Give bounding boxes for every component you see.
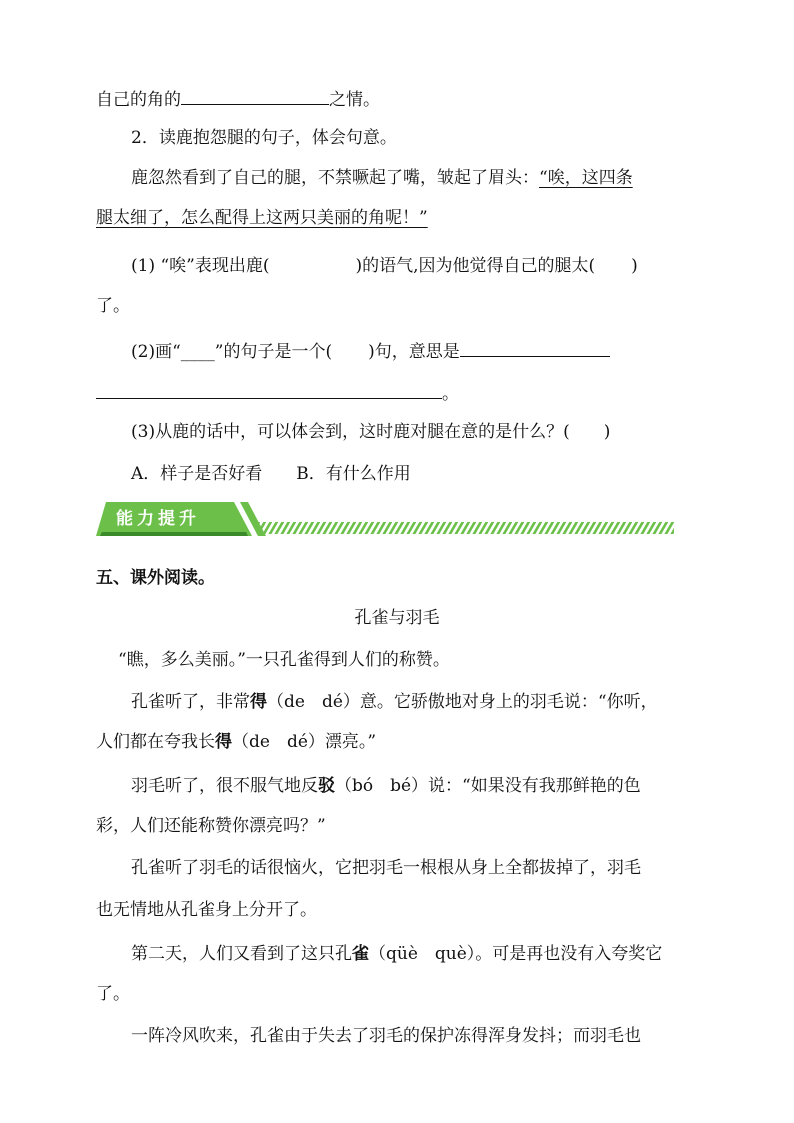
q2-sub2-line2	[96, 380, 716, 406]
story-p3-line1	[131, 774, 751, 798]
q2-sub3-text-a: (3)从鹿的话中，可以体会到，这时鹿对腿在意的是什么？(	[131, 422, 570, 442]
story-p2b-text-1: 人们都在夸我长	[96, 732, 215, 752]
section5-heading: 五、课外阅读。	[96, 568, 215, 588]
q1-tail-line	[96, 86, 716, 112]
q2-sub2-line	[131, 338, 751, 364]
story-p2-text-1: 孔雀听了，非常	[131, 692, 250, 712]
story-p4-line1: 孔雀听了羽毛的话很恼火，它把羽毛一根根从身上全都拔掉了，羽毛	[131, 858, 641, 878]
q2-underlined-quote-1: “唉，这四条	[539, 168, 633, 188]
q2-sub1-text-c: )	[631, 256, 638, 276]
story-p2-bold-char: 得	[250, 692, 267, 712]
q2-sub2-text-a: (2)画“____”的句子是一个(	[131, 342, 333, 362]
q2-heading: 2．读鹿抱怨腿的句子，体会句意。	[131, 128, 397, 148]
story-p3-line2: 彩，人们还能称赞你漂亮吗？”	[96, 816, 326, 836]
story-p2b-text-2: （de dé）漂亮。”	[232, 732, 377, 752]
q2-sub2-end: 。	[442, 384, 459, 404]
q2-sub1-line	[131, 254, 751, 278]
q2-sub2-blank-meaning-2[interactable]	[96, 380, 442, 399]
q2-sub1-end: 了。	[96, 296, 130, 316]
q2-paragraph-line1	[131, 166, 751, 190]
q2-sub2-text-b: )句，意思是	[368, 342, 460, 362]
q2-sub2-blank-meaning-1[interactable]	[460, 338, 610, 357]
q1-text-after: 之情。	[329, 90, 380, 110]
banner-hatched-bar	[256, 522, 674, 534]
story-p1: “瞧，多么美丽。”一只孔雀得到人们的称赞。	[118, 650, 450, 670]
story-p2b-bold-char: 得	[215, 732, 232, 752]
q2-para-text: 鹿忽然看到了自己的腿，不禁噘起了嘴，皱起了眉头：	[131, 168, 539, 188]
story-p2-text-2: （de dé）意。它骄傲地对身上的羽毛说：“你听，	[267, 692, 658, 712]
story-p5-line2: 了。	[96, 984, 130, 1004]
story-p2-line2	[96, 730, 716, 754]
q1-text-before: 自己的角的	[96, 90, 181, 110]
story-p3-text-1: 羽毛听了，很不服气地反	[131, 776, 318, 796]
q2-sub3-text-b: )	[603, 422, 611, 442]
q2-sub1-text-a: (1) “唉”表现出鹿(	[131, 256, 270, 276]
story-p6-line1: 一阵冷风吹来，孔雀由于失去了羽毛的保护冻得浑身发抖；而羽毛也	[131, 1026, 641, 1046]
q2-underlined-quote-2: 腿太细了，怎么配得上这两只美丽的角呢！”	[96, 208, 428, 228]
story-title: 孔雀与羽毛	[354, 608, 440, 628]
story-p5-text-2: （qüè què）。可是再也没有入夸奖它	[369, 944, 663, 964]
q2-sub3-options: A．样子是否好看 B．有什么作用	[131, 464, 411, 484]
story-p3-bold-char: 驳	[318, 776, 335, 796]
story-p5-text-1: 第二天，人们又看到了这只孔	[131, 944, 352, 964]
story-p3-text-2: （bó bé）说：“如果没有我那鲜艳的色	[335, 776, 641, 796]
q2-sub1-text-b: )的语气,因为他觉得自己的腿太(	[355, 256, 596, 276]
q1-answer-blank[interactable]	[181, 86, 329, 105]
q2-sub3-line	[131, 420, 751, 444]
story-p5-line1	[131, 942, 751, 966]
story-p2-line1	[131, 690, 751, 714]
banner-label: 能力提升	[116, 509, 200, 529]
story-p4-line2: 也无情地从孔雀身上分开了。	[96, 900, 317, 920]
banner-tab-shadow	[100, 532, 248, 536]
q2-paragraph-line2	[96, 206, 716, 230]
story-p5-bold-char: 雀	[352, 944, 369, 964]
